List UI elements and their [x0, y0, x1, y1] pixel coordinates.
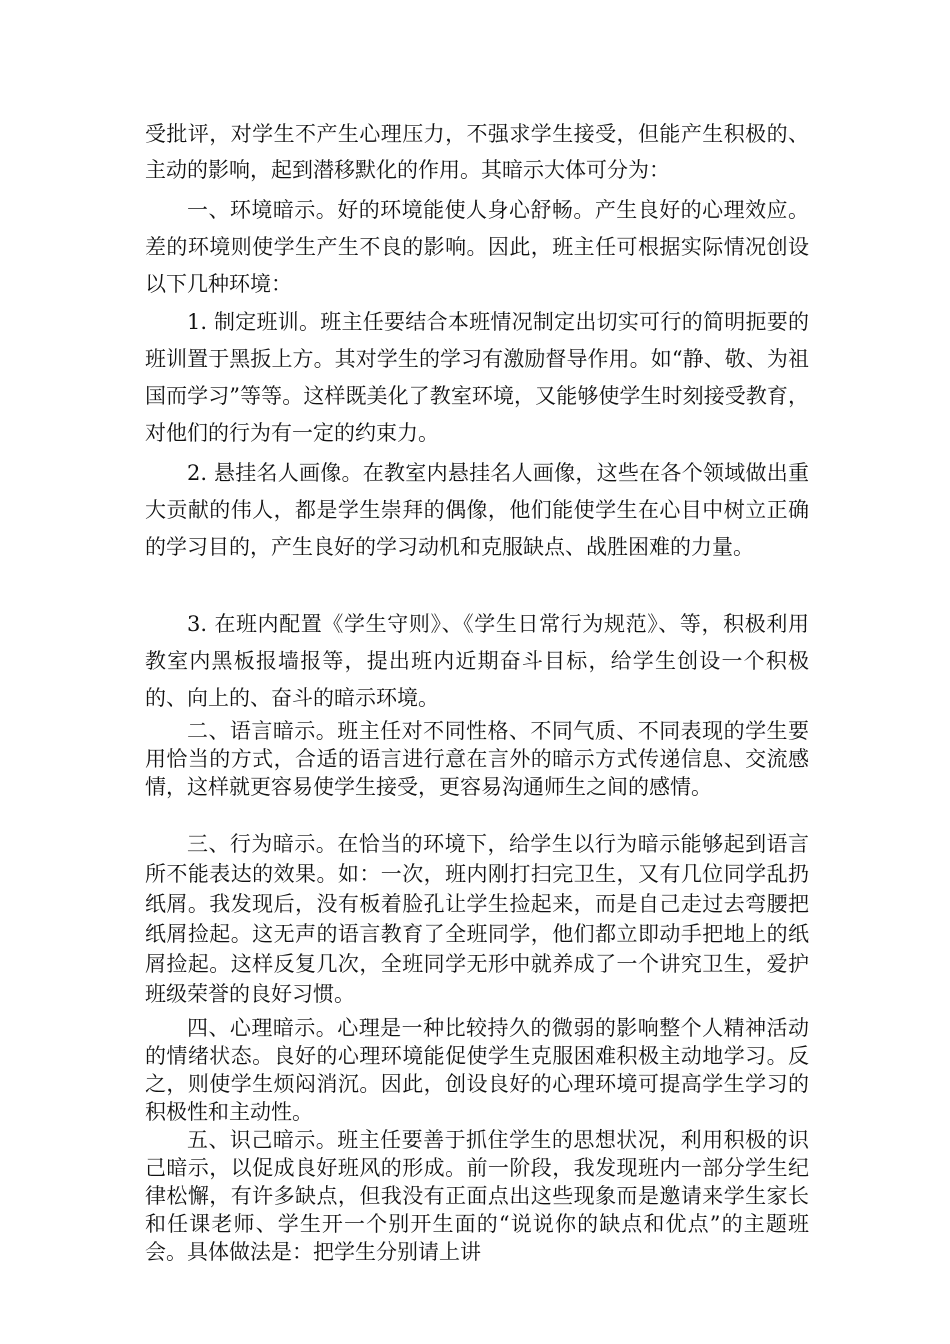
- paragraph-behavior-hint: 三、行为暗示。在恰当的环境下，给学生以行为暗示能够起到语言所不能表达的效果。如：一次，班内刚打扫完卫生，又有几位同学乱扔纸屑。我发现后，没有板着脸孔让学生捡起来，而是自己走过去弯腰把纸屑捡起。这无声的语言教育了全班同学，他们都立即动手把地上的纸屑捡起。这样反复几次，全班同学无形中就养成了一个讲究卫生，爱护班级荣誉的良好习惯。: [145, 832, 809, 1006]
- paragraph-class-motto: 1. 制定班训。班主任要结合本班情况制定出切实可行的简明扼要的班训置于黑扳上方。其对学生的学习有激励督导作用。如“静、敬、为祖国而学习”等等。这样既美化了教室环境，又能够使学生时刻接受教育，对他们的行为有一定的约束力。: [145, 310, 809, 445]
- paragraph-environment-hint: 一、环境暗示。好的环境能使人身心舒畅。产生良好的心理效应。差的环境则使学生产生不良的影响。因此，班主任可根据实际情况创设以下几种环境：: [145, 198, 809, 296]
- paragraph-rules: 3. 在班内配置《学生守则》、《学生日常行为规范》、等，积极利用教室内黑板报墙报等，提出班内近期奋斗目标，给学生创设一个积极的、向上的、奋斗的暗示环境。: [145, 612, 809, 710]
- paragraph-intro: 受批评，对学生不产生心理压力，不强求学生接受，但能产生积极的、主动的影响，起到潜移默化的作用。其暗示大体可分为：: [145, 122, 809, 182]
- paragraph-language-hint: 二、语言暗示。班主任对不同性格、不同气质、不同表现的学生要用恰当的方式，合适的语言进行意在言外的暗示方式传递信息、交流感情，这样就更容易使学生接受，更容易沟通师生之间的感情。: [145, 719, 809, 799]
- paragraph-psychological-hint: 四、心理暗示。心理是一种比较持久的微弱的影响整个人精神活动的情绪状态。良好的心理环境能促使学生克服困难积极主动地学习。反之，则使学生烦闷消沉。因此，创设良好的心理环境可提高学生学习的积极性和主动性。: [145, 1016, 809, 1124]
- paragraph-portraits: 2. 悬挂名人画像。在教室内悬挂名人画像，这些在各个领域做出重大贡献的伟人，都是学生崇拜的偶像，他们能使学生在心目中树立正确的学习目的，产生良好的学习动机和克服缺点、战胜困难的力量。: [145, 461, 809, 559]
- document-page: [145, 0, 809, 1344]
- paragraph-self-knowledge-hint: 五、识己暗示。班主任要善于抓住学生的思想状况，利用积极的识己暗示，以促成良好班风的形成。前一阶段，我发现班内一部分学生纪律松懈，有许多缺点，但我没有正面点出这些现象而是邀请来学生家长和任课老师、学生开一个别开生面的“说说你的缺点和优点”的主题班会。具体做法是：把学生分别请上讲: [145, 1128, 809, 1264]
